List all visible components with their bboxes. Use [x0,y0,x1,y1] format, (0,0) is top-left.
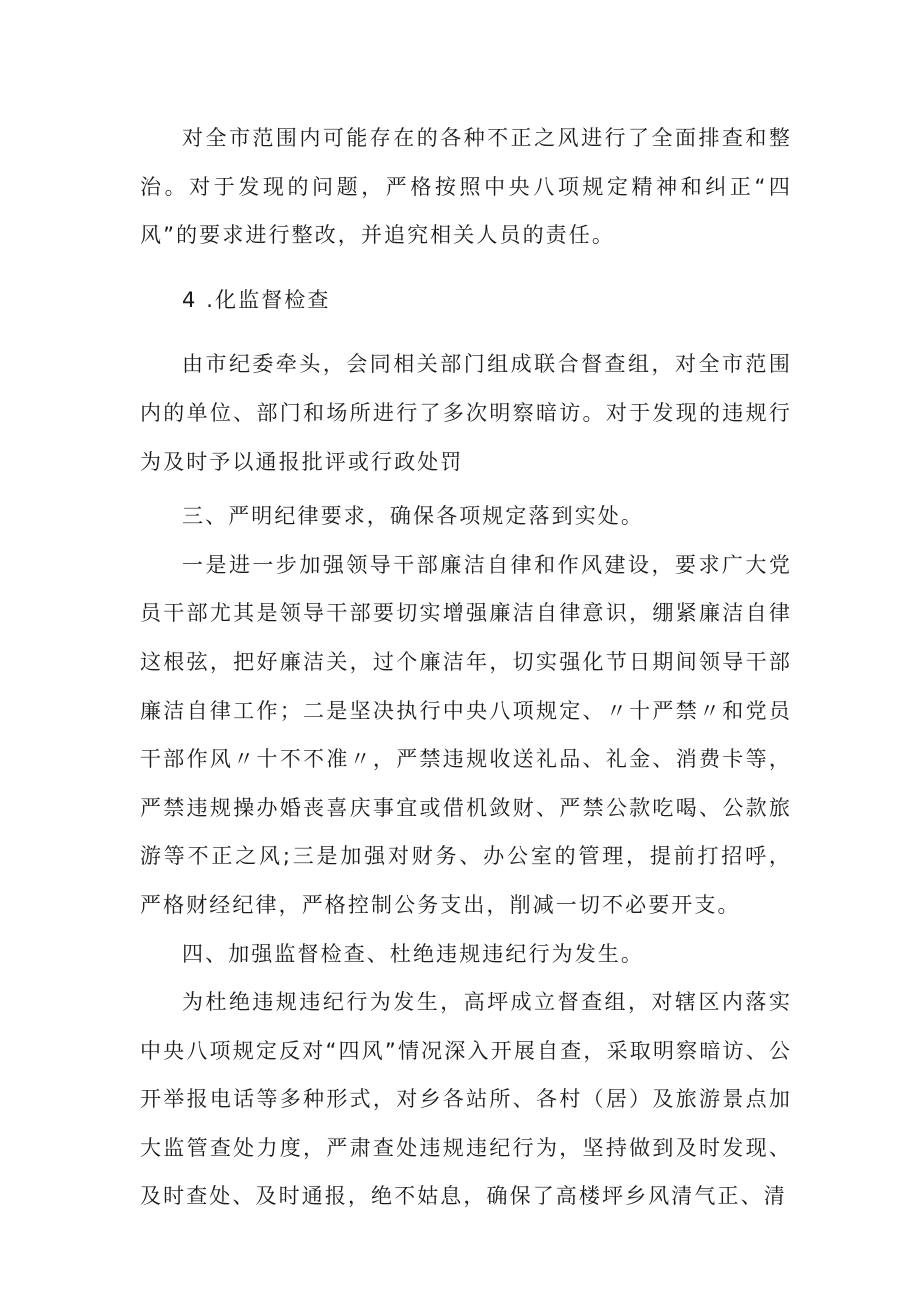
paragraph-joint-inspection: 由市纪委牵头，会同相关部门组成联合督查组，对全市范围内的单位、部门和场所进行了多次明察暗访。对于发现的违规行为及时予以通报批评或行政处罚 [140,352,792,474]
section-heading-inspection: 四、加强监督检查、杜绝违规违纪行为发生。 [182,941,644,966]
paragraph-rectification: 对全市范围内可能存在的各种不正之风进行了全面排查和整治。对于发现的问题，严格按照中央八项规定精神和纠正“四风”的要求进行整改，并追究相关人员的责任。 [140,126,792,248]
document-body [140,114,792,1221]
section-heading-discipline: 三、严明纪律要求，确保各项规定落到实处。 [182,504,644,529]
paragraph-discipline-measures: 一是进一步加强领导干部廉洁自律和作风建设，要求广大党员干部尤其是领导干部要切实增强廉洁自律意识，绷紧廉洁自律这根弦，把好廉洁关，过个廉洁年，切实强化节日期间领导干部廉洁自律工作；二是坚决执行中央八项规定、〃十严禁〃和党员干部作风〃十不不准〃，严禁违规收送礼品、礼金、消费卡等，严禁违规操办婚丧喜庆事宜或借机敛财、严禁公款吃喝、公款旅游等不正之风;三是加强对财务、办公室的管理，提前打招呼，严格财经纪律，严格控制公务支出，削减一切不必要开支。 [140,552,792,917]
section-heading-supervision: 4 .化监督检查 [182,287,331,312]
paragraph-inspection-details: 为杜绝违规违纪行为发生，高坪成立督查组，对辖区内落实中央八项规定反对“四风”情况深入开展自查，采取明察暗访、公开举报电话等多种形式，对乡各站所、各村（居）及旅游景点加大监管查处力度，严肃查处违规违纪行为，坚持做到及时发现、及时查处、及时通报，绝不姑息，确保了高楼坪乡风清气正、清 [140,990,792,1209]
